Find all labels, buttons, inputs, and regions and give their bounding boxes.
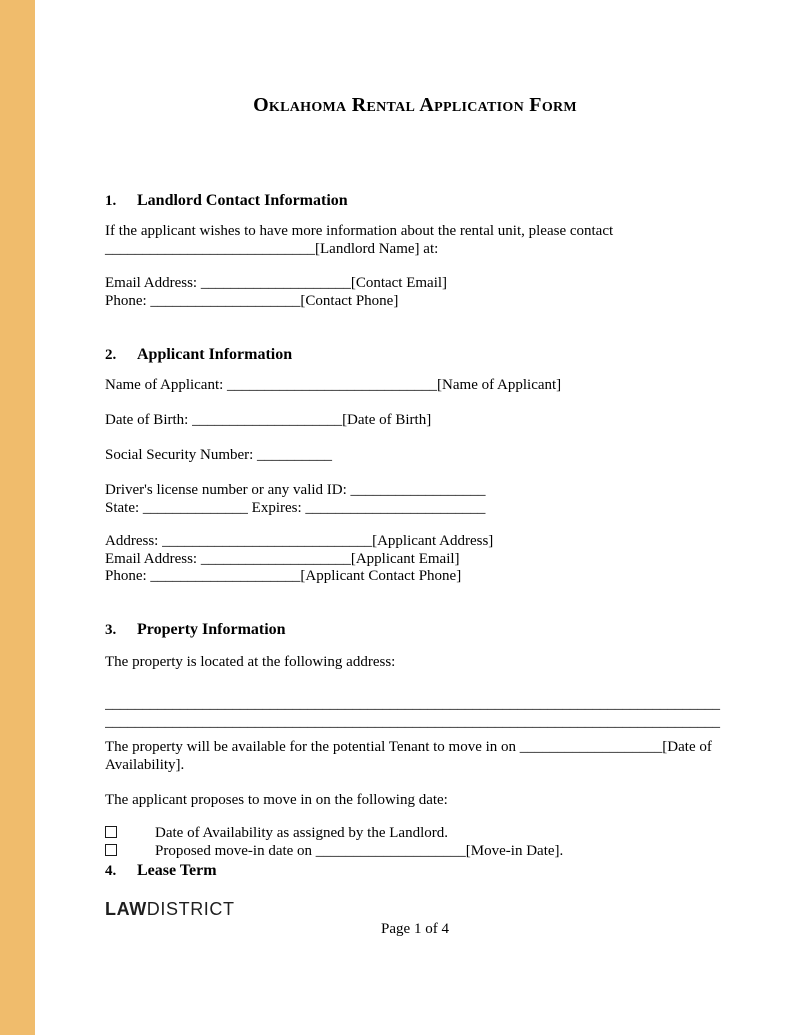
- section-heading-lease-term: [105, 861, 725, 881]
- checkbox-label: Date of Availability as assigned by the Landlord.: [155, 825, 448, 841]
- document-page: [105, 0, 725, 881]
- property-address-blank-line-2: __________________________________________________________________________________: [105, 713, 720, 730]
- applicant-contact-block: [105, 533, 725, 586]
- checkbox-label: Proposed move-in date on ____________________[Move-in Date].: [155, 842, 564, 859]
- section-heading-applicant-info: [105, 345, 725, 365]
- availability-paragraph: [105, 739, 725, 774]
- section-number: 4.: [105, 863, 117, 879]
- section-number: 2.: [105, 347, 117, 363]
- landlord-intro-line-1: If the applicant wishes to have more information about the rental unit, please contact: [105, 223, 614, 239]
- option-row-availability-date: [105, 825, 725, 843]
- license-state-expires-line: State: ______________ Expires: ________________________: [105, 499, 486, 516]
- section-number: 1.: [105, 193, 117, 209]
- lawdistrict-logo: [105, 900, 235, 919]
- left-accent-stripe: [0, 0, 35, 1035]
- checkbox-icon[interactable]: [105, 826, 117, 838]
- applicant-email-line: Email Address: ____________________[Applicant Email]: [105, 550, 460, 567]
- property-address-blank-line-1: __________________________________________________________________________________: [105, 696, 720, 712]
- license-number-line: Driver's license number or any valid ID: __________________: [105, 482, 486, 498]
- page-number: Page 1 of 4: [381, 921, 449, 937]
- section-heading-label: Property Information: [137, 621, 286, 638]
- applicant-address-line: Address: ____________________________[Applicant Address]: [105, 533, 494, 549]
- section-number: 3.: [105, 622, 117, 638]
- applicant-license-block: [105, 482, 725, 517]
- page-title: Oklahoma Rental Application Form: [253, 94, 577, 116]
- landlord-name-blank-line: ____________________________[Landlord Name] at:: [105, 240, 439, 257]
- logo-law-text: LAW: [105, 899, 147, 919]
- section-heading-landlord-contact: [105, 191, 725, 211]
- landlord-phone-line: Phone: ____________________[Contact Phone]: [105, 292, 399, 309]
- property-address-blank-lines: [105, 696, 725, 731]
- landlord-email-line: Email Address: ____________________[Contact Email]: [105, 275, 448, 291]
- checkbox-icon[interactable]: [105, 844, 117, 856]
- section-heading-label: Applicant Information: [137, 346, 293, 363]
- property-located-line: The property is located at the following address:: [105, 654, 396, 670]
- move-in-options-list: [105, 825, 725, 860]
- availability-line-2: Availability].: [105, 756, 185, 773]
- logo-district-text: DISTRICT: [146, 899, 235, 919]
- section-heading-label: Landlord Contact Information: [137, 192, 348, 209]
- section-heading-label: Lease Term: [137, 862, 217, 879]
- applicant-ssn-line: Social Security Number: __________: [105, 447, 333, 463]
- section-heading-property-info: [105, 620, 725, 640]
- move-in-proposal-line: The applicant proposes to move in on the following date:: [105, 792, 448, 808]
- applicant-name-line: Name of Applicant: ____________________________[Name of Applicant]: [105, 377, 562, 393]
- landlord-intro-paragraph: [105, 223, 725, 258]
- option-row-proposed-date: [105, 843, 725, 861]
- applicant-dob-line: Date of Birth: ____________________[Date of Birth]: [105, 412, 432, 428]
- availability-line-1: The property will be available for the potential Tenant to move in on ___________________[Date of: [105, 739, 712, 755]
- applicant-phone-line: Phone: ____________________[Applicant Contact Phone]: [105, 568, 462, 584]
- landlord-contact-block: [105, 275, 725, 310]
